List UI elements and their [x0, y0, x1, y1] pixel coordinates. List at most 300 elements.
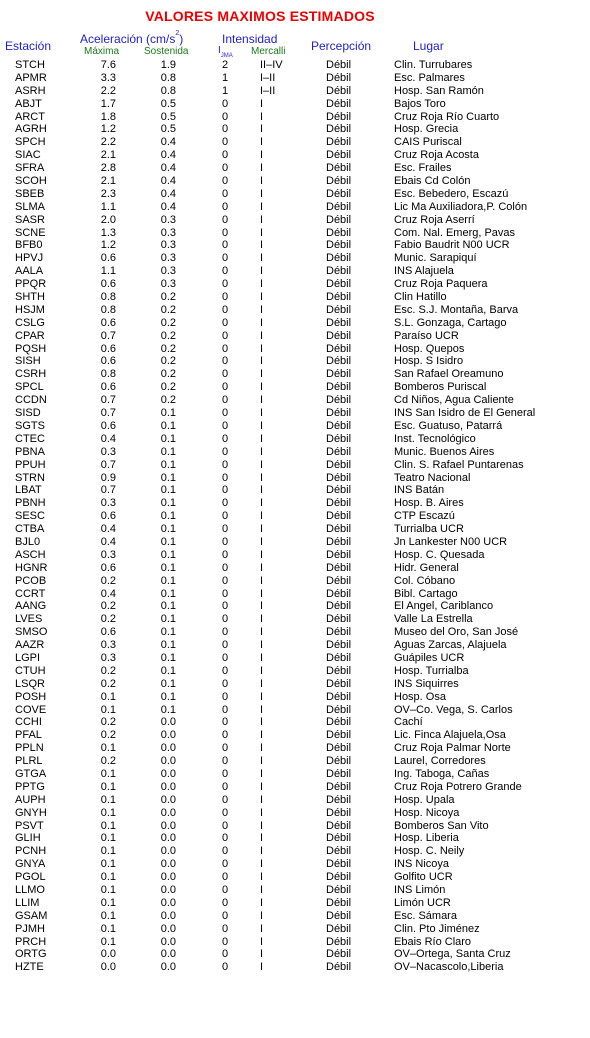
- table-row: [0, 149, 590, 162]
- perception: Débil: [326, 935, 352, 948]
- header-percepcion: Percepción: [311, 39, 372, 53]
- accel-max: 0.1: [100, 742, 116, 755]
- intensity-mercalli: I: [260, 523, 264, 536]
- intensity-mercalli: I: [260, 948, 264, 961]
- accel-max: 1.1: [100, 265, 116, 278]
- intensity-mercalli: I: [260, 200, 264, 213]
- accel-max: 0.3: [100, 497, 116, 510]
- intensity-mercalli: I: [260, 497, 264, 510]
- location: Hosp. Turrialba: [394, 664, 469, 677]
- table-row: [0, 845, 590, 858]
- table-row: [0, 639, 590, 652]
- table-row: [0, 111, 590, 124]
- intensity-mercalli: I: [260, 639, 264, 652]
- intensity-mercalli: I: [260, 729, 264, 742]
- station-code: AALA: [15, 265, 44, 278]
- table-row: [0, 162, 590, 175]
- table-row: [0, 807, 590, 820]
- location: OV–Co. Vega, S. Carlos: [394, 703, 513, 716]
- station-code: PBNA: [15, 445, 45, 458]
- accel-max: 0.1: [100, 703, 116, 716]
- location: Esc. Palmares: [394, 71, 465, 84]
- intensity-mercalli: I: [260, 535, 264, 548]
- location: Limón UCR: [394, 896, 451, 909]
- table-row: [0, 72, 590, 85]
- station-code: SCNE: [15, 226, 46, 239]
- accel-max: 0.4: [100, 432, 116, 445]
- intensity-jma: 0: [221, 394, 229, 407]
- table-row: [0, 716, 590, 729]
- intensity-mercalli: I: [260, 342, 264, 355]
- location: INS Nicoya: [394, 858, 450, 871]
- location: Hosp. Nicoya: [394, 806, 460, 819]
- station-code: SASR: [15, 213, 45, 226]
- table-row: [0, 123, 590, 136]
- intensity-mercalli: I: [260, 419, 264, 432]
- accel-sustained: 0.2: [160, 291, 176, 304]
- location: INS Limón: [394, 884, 446, 896]
- perception: Débil: [326, 819, 352, 832]
- intensity-mercalli: I: [260, 303, 264, 316]
- intensity-jma: 0: [221, 819, 229, 832]
- intensity-jma: 0: [221, 871, 229, 884]
- intensity-mercalli: I: [260, 123, 264, 136]
- intensity-mercalli: I: [260, 458, 264, 471]
- intensity-mercalli: I: [260, 110, 264, 123]
- station-code: PGOL: [15, 871, 46, 884]
- location: Cd Niños, Agua Caliente: [394, 394, 514, 407]
- perception: Débil: [326, 767, 352, 780]
- accel-max: 0.6: [100, 316, 116, 329]
- intensity-jma: 0: [221, 561, 229, 574]
- intensity-mercalli: I–II: [260, 71, 276, 84]
- accel-max: 0.1: [100, 793, 116, 806]
- accel-sustained: 0.1: [160, 510, 176, 523]
- table-row: [0, 871, 590, 884]
- table-row: [0, 381, 590, 394]
- intensity-mercalli: I: [260, 407, 264, 420]
- table-row: [0, 923, 590, 936]
- accel-sustained: 0.4: [160, 149, 176, 162]
- table-row: [0, 961, 590, 974]
- intensity-jma: 0: [221, 265, 229, 278]
- table-row: [0, 832, 590, 845]
- intensity-mercalli: I: [260, 871, 264, 884]
- station-code: GNYA: [15, 858, 46, 871]
- perception: Débil: [326, 510, 352, 523]
- accel-sustained: 0.0: [160, 961, 176, 974]
- table-row: [0, 407, 590, 420]
- perception: Débil: [326, 871, 352, 884]
- intensity-jma: 0: [221, 600, 229, 613]
- perception: Débil: [326, 71, 352, 84]
- intensity-mercalli: I: [260, 922, 264, 935]
- location: Clin. S. Rafael Puntarenas: [394, 458, 524, 471]
- perception: Débil: [326, 600, 352, 613]
- page-title: VALORES MAXIMOS ESTIMADOS: [145, 8, 375, 24]
- intensity-jma: 0: [221, 806, 229, 819]
- intensity-jma: 0: [221, 587, 229, 600]
- station-code: SFRA: [15, 162, 45, 175]
- table-row: [0, 343, 590, 356]
- perception: Débil: [326, 187, 352, 200]
- intensity-jma: 0: [221, 226, 229, 239]
- perception: Débil: [326, 793, 352, 806]
- intensity-jma: 0: [221, 767, 229, 780]
- intensity-jma: 0: [221, 574, 229, 587]
- perception: Débil: [326, 651, 352, 664]
- intensity-mercalli: I: [260, 368, 264, 381]
- intensity-mercalli: I: [260, 265, 264, 278]
- table-row: [0, 368, 590, 381]
- accel-sustained: 0.0: [160, 729, 176, 742]
- location: Hosp. C. Quesada: [394, 548, 485, 561]
- table-row: [0, 575, 590, 588]
- perception: Débil: [326, 123, 352, 136]
- station-code: HZTE: [15, 961, 44, 974]
- accel-max: 2.2: [100, 136, 116, 149]
- perception: Débil: [326, 626, 352, 639]
- intensity-jma: 0: [221, 445, 229, 458]
- perception: Débil: [326, 896, 352, 909]
- intensity-jma: 0: [221, 419, 229, 432]
- station-code: AUPH: [15, 793, 46, 806]
- accel-sustained: 0.0: [160, 922, 176, 935]
- accel-sustained: 0.1: [160, 484, 176, 497]
- station-code: PCNH: [15, 845, 47, 858]
- intensity-mercalli: I: [260, 793, 264, 806]
- table-row: [0, 420, 590, 433]
- location: Esc. Sámara: [394, 909, 457, 922]
- table-row: [0, 433, 590, 446]
- perception: Débil: [326, 909, 352, 922]
- table-row: [0, 394, 590, 407]
- station-code: CTUH: [15, 664, 46, 677]
- table-row: [0, 472, 590, 485]
- intensity-jma: 0: [221, 200, 229, 213]
- header-ijma-i: I: [218, 45, 221, 56]
- intensity-mercalli: I: [260, 935, 264, 948]
- station-code: HPVJ: [15, 252, 44, 265]
- station-code: GNYH: [15, 806, 47, 819]
- accel-max: 0.8: [100, 291, 116, 304]
- location: OV–Nacascolo,Liberia: [394, 961, 504, 974]
- station-code: AANG: [15, 600, 47, 613]
- station-code: BJL0: [15, 535, 41, 548]
- intensity-mercalli: I: [260, 162, 264, 175]
- accel-max: 0.1: [100, 780, 116, 793]
- header-aceleracion: [80, 32, 183, 46]
- intensity-jma: 2: [221, 59, 229, 71]
- accel-max: 0.6: [100, 381, 116, 394]
- location: CAIS Puriscal: [394, 136, 462, 149]
- perception: Débil: [326, 110, 352, 123]
- intensity-jma: 0: [221, 858, 229, 871]
- station-code: CTEC: [15, 432, 45, 445]
- location: Esc. Guatuso, Patarrá: [394, 419, 503, 432]
- intensity-jma: 0: [221, 291, 229, 304]
- location: Clin. Turrubares: [394, 59, 473, 71]
- table-row: [0, 626, 590, 639]
- location: Cruz Roja Potrero Grande: [394, 780, 522, 793]
- intensity-mercalli: I: [260, 329, 264, 342]
- station-code: PRCH: [15, 935, 47, 948]
- accel-sustained: 0.2: [160, 342, 176, 355]
- intensity-jma: 0: [221, 922, 229, 935]
- intensity-jma: 0: [221, 458, 229, 471]
- accel-sustained: 0.0: [160, 819, 176, 832]
- intensity-jma: 0: [221, 729, 229, 742]
- location: Golfito UCR: [394, 871, 453, 884]
- perception: Débil: [326, 548, 352, 561]
- header-ijma-sub: JMA: [220, 53, 233, 59]
- accel-max: 0.6: [100, 355, 116, 368]
- perception: Débil: [326, 265, 352, 278]
- station-code: SCOH: [15, 175, 47, 188]
- accel-sustained: 0.3: [160, 213, 176, 226]
- station-code: PLRL: [15, 755, 43, 768]
- location: Hosp. Osa: [394, 690, 446, 703]
- perception: Débil: [326, 226, 352, 239]
- accel-sustained: 0.3: [160, 226, 176, 239]
- table-row: [0, 665, 590, 678]
- location: San Rafael Oreamuno: [394, 368, 504, 381]
- accel-sustained: 0.0: [160, 742, 176, 755]
- station-code: ABJT: [15, 97, 42, 110]
- table-row: [0, 136, 590, 149]
- station-code: HGNR: [15, 561, 48, 574]
- perception: Débil: [326, 690, 352, 703]
- accel-sustained: 0.0: [160, 884, 176, 896]
- accel-sustained: 0.1: [160, 690, 176, 703]
- perception: Débil: [326, 884, 352, 896]
- accel-sustained: 0.1: [160, 458, 176, 471]
- accel-max: 1.8: [100, 110, 116, 123]
- station-code: SGTS: [15, 419, 45, 432]
- table-row: [0, 600, 590, 613]
- intensity-mercalli: I: [260, 626, 264, 639]
- table-row: [0, 678, 590, 691]
- table-row: [0, 510, 590, 523]
- table-row: [0, 768, 590, 781]
- intensity-jma: 0: [221, 407, 229, 420]
- station-code: CSRH: [15, 368, 47, 381]
- intensity-mercalli: I: [260, 394, 264, 407]
- perception: Débil: [326, 445, 352, 458]
- location: Museo del Oro, San José: [394, 626, 519, 639]
- location: Hosp. B. Aires: [394, 497, 464, 510]
- intensity-jma: 0: [221, 252, 229, 265]
- accel-sustained: 1.9: [160, 59, 176, 71]
- intensity-mercalli: I: [260, 175, 264, 188]
- header-estacion: Estación: [5, 39, 52, 53]
- perception: Débil: [326, 303, 352, 316]
- intensity-mercalli: I: [260, 432, 264, 445]
- station-code: CCRT: [15, 587, 46, 600]
- station-code: LSQR: [15, 677, 45, 690]
- accel-sustained: 0.1: [160, 407, 176, 420]
- perception: Débil: [326, 59, 352, 71]
- intensity-mercalli: I: [260, 600, 264, 613]
- accel-sustained: 0.8: [160, 84, 176, 97]
- station-code: CPAR: [15, 329, 45, 342]
- intensity-jma: 0: [221, 548, 229, 561]
- intensity-jma: 0: [221, 175, 229, 188]
- accel-sustained: 0.1: [160, 445, 176, 458]
- intensity-jma: 0: [221, 677, 229, 690]
- intensity-mercalli: I: [260, 651, 264, 664]
- location: Col. Cóbano: [394, 574, 456, 587]
- perception: Débil: [326, 755, 352, 768]
- intensity-jma: 0: [221, 213, 229, 226]
- location: OV–Ortega, Santa Cruz: [394, 948, 511, 961]
- intensity-mercalli: I: [260, 471, 264, 484]
- perception: Débil: [326, 175, 352, 188]
- intensity-jma: 0: [221, 278, 229, 291]
- location: Esc. Frailes: [394, 162, 452, 175]
- station-code: PQSH: [15, 342, 47, 355]
- accel-max: 0.3: [100, 639, 116, 652]
- accel-max: 0.4: [100, 535, 116, 548]
- accel-max: 1.3: [100, 226, 116, 239]
- intensity-mercalli: I: [260, 316, 264, 329]
- location: S.L. Gonzaga, Cartago: [394, 316, 507, 329]
- perception: Débil: [326, 200, 352, 213]
- table-row: [0, 794, 590, 807]
- station-code: PPQR: [15, 278, 47, 291]
- accel-sustained: 0.1: [160, 548, 176, 561]
- perception: Débil: [326, 407, 352, 420]
- header-aceleracion-exponent: 2: [175, 30, 180, 37]
- accel-max: 0.6: [100, 252, 116, 265]
- accel-max: 0.8: [100, 303, 116, 316]
- accel-sustained: 0.1: [160, 523, 176, 536]
- station-code: SMSO: [15, 626, 48, 639]
- station-code: BFB0: [15, 239, 43, 252]
- accel-sustained: 0.1: [160, 561, 176, 574]
- intensity-jma: 0: [221, 690, 229, 703]
- table-row: [0, 523, 590, 536]
- intensity-mercalli: I: [260, 213, 264, 226]
- perception: Débil: [326, 832, 352, 845]
- accel-max: 0.6: [100, 561, 116, 574]
- perception: Débil: [326, 136, 352, 149]
- station-code: LGPI: [15, 651, 41, 664]
- intensity-mercalli: I: [260, 381, 264, 394]
- station-code: AAZR: [15, 639, 45, 652]
- intensity-mercalli: I: [260, 780, 264, 793]
- station-code: ASCH: [15, 548, 46, 561]
- accel-sustained: 0.0: [160, 793, 176, 806]
- header-intensidad: Intensidad: [222, 32, 278, 46]
- accel-sustained: 0.2: [160, 316, 176, 329]
- intensity-mercalli: I: [260, 278, 264, 291]
- table-row: [0, 98, 590, 111]
- accel-sustained: 0.0: [160, 909, 176, 922]
- table-row: [0, 691, 590, 704]
- station-code: SPCL: [15, 381, 44, 394]
- accel-sustained: 0.1: [160, 639, 176, 652]
- intensity-jma: 0: [221, 651, 229, 664]
- stations-table: [0, 59, 590, 974]
- accel-max: 1.2: [100, 123, 116, 136]
- accel-max: 0.1: [100, 909, 116, 922]
- station-code: LBAT: [15, 484, 42, 497]
- intensity-mercalli: I: [260, 187, 264, 200]
- accel-sustained: 0.2: [160, 329, 176, 342]
- perception: Débil: [326, 664, 352, 677]
- location: Fabio Baudrit N00 UCR: [394, 239, 510, 252]
- location: Com. Nal. Emerg, Pavas: [394, 226, 516, 239]
- station-code: CCDN: [15, 394, 47, 407]
- accel-max: 0.1: [100, 896, 116, 909]
- table-row: [0, 304, 590, 317]
- accel-sustained: 0.0: [160, 832, 176, 845]
- intensity-jma: 0: [221, 510, 229, 523]
- perception: Débil: [326, 523, 352, 536]
- location: Hosp. San Ramón: [394, 84, 484, 97]
- location: Lic Ma Auxiliadora,P. Colón: [394, 200, 528, 213]
- perception: Débil: [326, 574, 352, 587]
- accel-sustained: 0.2: [160, 368, 176, 381]
- location: Esc. S.J. Montaña, Barva: [394, 303, 519, 316]
- location: Munic. Buenos Aires: [394, 445, 495, 458]
- perception: Débil: [326, 291, 352, 304]
- accel-max: 0.7: [100, 484, 116, 497]
- perception: Débil: [326, 561, 352, 574]
- location: El Angel, Cariblanco: [394, 600, 494, 613]
- station-code: COVE: [15, 703, 47, 716]
- location: Guápiles UCR: [394, 651, 465, 664]
- accel-max: 0.4: [100, 523, 116, 536]
- intensity-jma: 0: [221, 471, 229, 484]
- accel-sustained: 0.0: [160, 716, 176, 729]
- location: Cruz Roja Paquera: [394, 278, 488, 291]
- accel-sustained: 0.1: [160, 432, 176, 445]
- table-row: [0, 239, 590, 252]
- intensity-jma: 0: [221, 909, 229, 922]
- intensity-mercalli: I: [260, 239, 264, 252]
- intensity-mercalli: I: [260, 149, 264, 162]
- location: Laurel, Corredores: [394, 755, 486, 768]
- accel-max: 0.3: [100, 651, 116, 664]
- table-row: [0, 562, 590, 575]
- accel-sustained: 0.0: [160, 935, 176, 948]
- station-code: PPUH: [15, 458, 46, 471]
- header-aceleracion-close: ): [179, 32, 184, 46]
- accel-max: 0.6: [100, 419, 116, 432]
- intensity-mercalli: I: [260, 755, 264, 768]
- table-row: [0, 897, 590, 910]
- location: Bomberos San Vito: [394, 819, 489, 832]
- intensity-mercalli: I: [260, 832, 264, 845]
- accel-sustained: 0.4: [160, 187, 176, 200]
- station-code: PPLN: [15, 742, 44, 755]
- accel-max: 0.2: [100, 664, 116, 677]
- accel-sustained: 0.0: [160, 755, 176, 768]
- intensity-mercalli: I: [260, 484, 264, 497]
- accel-sustained: 0.3: [160, 265, 176, 278]
- accel-max: 0.1: [100, 884, 116, 896]
- intensity-jma: 0: [221, 742, 229, 755]
- location: Clin Hatillo: [394, 291, 447, 304]
- accel-sustained: 0.1: [160, 574, 176, 587]
- location: INS Alajuela: [394, 265, 454, 278]
- station-code: CSLG: [15, 316, 45, 329]
- intensity-jma: 0: [221, 716, 229, 729]
- location: Bajos Toro: [394, 97, 446, 110]
- accel-sustained: 0.1: [160, 600, 176, 613]
